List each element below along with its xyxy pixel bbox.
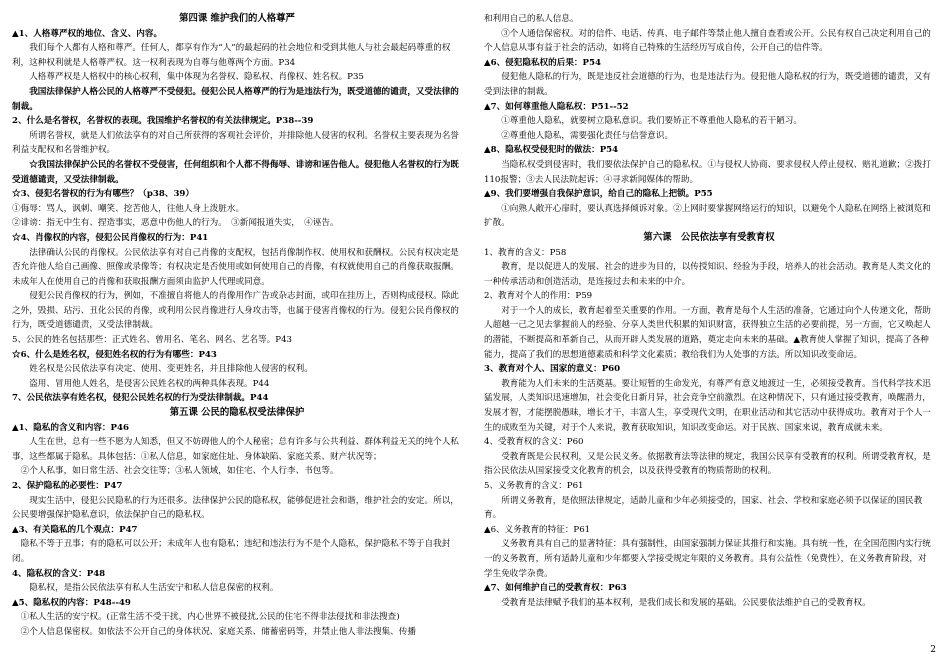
page-number: 2 xyxy=(930,645,936,655)
lesson-title: 第六课 公民依法享有受教育权 xyxy=(643,231,775,243)
section-heading: ☆4、肖像权的内容，侵犯公民肖像权的行为：P41 xyxy=(12,232,209,243)
section-heading: 3、教育对个人、国家的意义：P60 xyxy=(484,364,621,375)
lesson-title: 第四课 维护我们的人格尊严 xyxy=(179,13,295,24)
section-heading: 4、隐私权的含义：P48 xyxy=(12,568,106,579)
section-heading: ▲7、如何维护自己的受教育权：P63 xyxy=(484,583,627,594)
section-heading: ☆3、侵犯名誉权的行为有哪些？（p38、39） xyxy=(12,189,195,200)
text-paragraph: 受教育是法律赋予我们的基本权利，是我们成长和发展的基础。公民要依法维护自己的受教育权。 xyxy=(501,597,871,608)
text-paragraph: ②个人信息保密权。如依法不公开自己的身体状况、家庭关系、储蓄密码等，并禁止他人非法搜集、传播 xyxy=(12,626,416,637)
text-paragraph: 隐私不等于丑事；有的隐私可以公开；未成年人也有隐私；违纪和违法行为不是个人隐私，保护隐私不等于自我封闭。 xyxy=(12,539,451,564)
right-column xyxy=(484,12,934,610)
text-paragraph: 所谓名誉权，就是人们依法享有的对自己所获得的客观社会评价，并排除他人侵害的权利。名誉权主要表现为名誉利益支配权和名誉维护权。 xyxy=(12,130,459,156)
text-paragraph: 和利用自己的私人信息。 xyxy=(484,14,579,24)
text-paragraph: 2、教育对个人的作用：P59 xyxy=(484,291,593,302)
text-paragraph: ①尊重他人隐私，就要树立隐私意识。我们要矫正不尊重他人隐私的若干陋习。 xyxy=(501,116,802,127)
text-paragraph: 5、公民的姓名包括那些：正式姓名、曾用名、笔名、网名、艺名等。P43 xyxy=(12,335,292,346)
text-paragraph: 现实生活中，侵犯公民隐私的行为还很多。法律保护公民的隐私权，能够促进社会和谐，维护社会的安定。所以，公民要增强保护隐私意识，依法保护自己的隐私权。 xyxy=(12,495,459,521)
text-paragraph: ▲6、义务教育的特征：P61 xyxy=(484,524,591,535)
text-paragraph: 姓名权是公民依法享有决定、使用、变更姓名，并且排除他人侵害的权利。 xyxy=(29,364,313,375)
text-paragraph: ②诽谤：指无中生有、捏造事实，恶意中伤他人的行为。 ③新闻报道失实， ④诬告。 xyxy=(12,218,339,229)
text-paragraph: 受教育既是公民权利，又是公民义务。依据教育法等法律的规定，我国公民享有受教育的权利。所谓受教育权，是指公民依法从国家接受文化教育的机会，以及获得受教育的物质帮助的权利。 xyxy=(484,451,931,477)
text-paragraph: ①私人生活的安宁权。(正常生活不受干扰，内心世界不被侵扰,公民的住宅不得非法侵扰和非法搜查) xyxy=(12,612,400,623)
section-heading: 2、保护隐私的必要性：P47 xyxy=(12,481,123,491)
left-column xyxy=(12,12,462,640)
text-paragraph: 盗用、冒用他人姓名，是侵害公民姓名权的两种具体表现。P44 xyxy=(29,378,270,389)
section-heading: ▲1、隐私的含义和内容：P46 xyxy=(12,422,129,433)
lesson-title: 第五课 公民的隐私权受法律保护 xyxy=(169,407,305,419)
text-paragraph: 法律确认公民的肖像权。公民依法享有对自己肖像的支配权，包括肖像制作权、使用权和获酬权。公民有权决定是否允许他人给自己画像、照像或录像等；有权决定是否使用或如何使用自己的肖像，有权就使用自己的肖像获取报酬。未成年人在使用自己的肖像和获取报酬方面须由监护人代理或同意。 xyxy=(12,247,459,287)
section-heading: ▲8、隐私权受侵犯时的做法：P54 xyxy=(484,145,619,156)
section-heading: ☆6、什么是姓名权，侵犯姓名权的行为有哪些：P43 xyxy=(12,349,217,360)
section-heading: ▲9、我们要增强自我保护意识，给自己的隐私上把锁。P55 xyxy=(484,189,713,200)
section-heading: ▲7、如何尊重他人隐私权：P51--52 xyxy=(484,101,629,112)
text-paragraph: 5、义务教育的含义：P61 xyxy=(484,481,584,491)
text-paragraph: 当隐私权受到侵害时，我们要依法保护自己的隐私权。①与侵权人协商、要求侵权人停止侵权、赔礼道歉；②拨打110报警；③去人民法院起诉；④寻求新闻媒体的帮助。 xyxy=(484,159,931,185)
text-paragraph: 对于一个人的成长，教育起着至关重要的作用。一方面，教育是每个人生活的准备，它通过向个人传递文化，帮助人超越一己之见去掌握前人的经验、分享人类世代积累的知识财富，获得独立生活的必要前提，另一方面，它又唤起人的潜能，不断提高和革新自己，从而开辟人类发展的道路，奠定走向未来的基础。▲教育使人掌握了知识，提高了各种能力，提高了我们的思想道德素质和科学文化素质；教给我们为人处事的方法。所以知识改变命运。 xyxy=(484,305,931,360)
section-heading: ▲5、隐私权的内容：P48--49 xyxy=(12,597,131,608)
text-paragraph: ③个人通信保密权。对的信件、电话、传真、电子邮件等禁止他人擅自查看或公开。公民有权自己决定利用自己的个人信息从事有益于社会的活动，如将自己特殊的生活经历写成自传，公开自己的信件等。 xyxy=(484,28,931,54)
section-heading: 7、公民依法享有姓名权，侵犯公民姓名权的行为受法律制裁。P44 xyxy=(12,393,269,404)
text-paragraph: ②个人私事，如日常生活、社会交往等；③私人领域，如住宅、个人行李、书包等。 xyxy=(12,466,339,477)
text-paragraph: 人生在世，总有一些不愿为人知悉，但又不妨碍他人的个人秘密；总有许多与公共利益、群体利益无关的纯个人私事，这些都属于隐私。具体包括：①私人信息，如家庭住址、身体缺陷、家庭关系、财产状况等； xyxy=(12,437,459,462)
text-paragraph: ②尊重他人隐私，需要强化责任与信誉意识。 xyxy=(501,130,674,141)
text-paragraph: 我们每个人都有人格和尊严。任何人，都享有作为“人”的最起码的社会地位和受到其他人与社会最起码尊重的权利，这种权利就是人格尊严权。这一权利表现为自尊与他尊两个方面。P34 xyxy=(12,43,451,68)
text-paragraph: 侵犯他人隐私的行为，既是违反社会道德的行为，也是违法行为。侵犯他人隐私权的行为，既受道德的谴责，又有受到法律的制裁。 xyxy=(484,72,931,97)
text-paragraph: 教育能为人们未来的生活奠基。要让短暂的生命发光，有尊严有意义地渡过一生，必须接受教育。当代科学技术迅猛发展，人类知识迅速增加，社会变化日新月异，社会竞争空前激烈。在这种情况下，只有通过接受教育，唤醒潜力，发展才智，才能摆脱愚昧，增长才干，丰富人生，享受现代文明，在职业活动和其它活动中获得成功。教育对于个人一生的成败至为关键，对于个人来说，教育获取知识，知识改变命运。对于民族、国家来说，教育成就未来。 xyxy=(484,378,931,433)
text-paragraph: 4、受教育权的含义：P60 xyxy=(484,437,584,448)
text-paragraph: ①向熟人敞开心扉时，要认真选择倾诉对象。②上网时要掌握网络运行的知识，以避免个人隐私在网络上被浏览和扩散。 xyxy=(484,203,931,229)
text-paragraph: 我国法律保护人格公民的人格尊严不受侵犯。侵犯公民人格尊严的行为是违法行为，既受道德的谴责，又受法律的制裁。 xyxy=(12,86,459,112)
text-paragraph: 隐私权，是指公民依法享有私人生活安宁和私人信息保密的权利。 xyxy=(29,583,279,594)
section-heading: ▲6、侵犯隐私权的后果：P54 xyxy=(484,57,601,68)
text-paragraph: 人格尊严权是人格权中的核心权利，集中体现为名誉权、隐私权、肖像权、姓名权。P35 xyxy=(29,72,364,83)
text-paragraph: ①侮辱：骂人，讽刺、嘲笑、挖苦他人，往他人身上泼脏水。 xyxy=(12,203,245,214)
text-paragraph: 教育，是以促进人的发展、社会的进步为目的，以传授知识、经验为手段，培养人的社会活动。教育是人类文化的一种传承活动和创造活动，是连接过去和未来的中介。 xyxy=(484,262,931,287)
section-heading: ▲3、有关隐私的几个观点：P47 xyxy=(12,524,138,535)
text-paragraph: 1、教育的含义：P58 xyxy=(484,247,567,258)
section-heading: ▲1、人格尊严权的地位、含义、内容。 xyxy=(12,28,163,39)
text-paragraph: ☆我国法律保护公民的名誉权不受侵害，任何组织和个人都不得侮辱、诽谤和诬告他人。侵犯他人名誉权的行为既受道德谴责，又受法律制裁。 xyxy=(12,159,459,185)
section-heading: 2、什么是名誉权，名誉权的表现。我国维护名誉权的有关法律规定。P38--39 xyxy=(12,116,314,127)
text-paragraph: 义务教育具有自己的显著特征：具有强制性，由国家强制力保证其推行和实施。具有统一性，在全国范围内实行统一的义务教育，所有适龄儿童和少年都要入学接受规定年限的义务教育。具有公益性（免费性），在义务教育阶段，对学生免收学杂费。 xyxy=(484,539,931,579)
text-paragraph: 侵犯公民肖像权的行为，例如，不准擅自将他人的肖像用作广告或杂志封面，或印在挂历上，否则构成侵权。除此之外，毁损、玷污、丑化公民的肖像，或利用公民肖像进行人身攻击等，也属于侵害肖像权的行为。侵犯公民肖像权的行为，既受道德谴责，又受法律制裁。 xyxy=(12,291,459,331)
text-paragraph: 所谓义务教育，是依照法律规定，适龄儿童和少年必须接受的，国家、社会、学校和家庭必须予以保证的国民教育。 xyxy=(484,495,923,521)
